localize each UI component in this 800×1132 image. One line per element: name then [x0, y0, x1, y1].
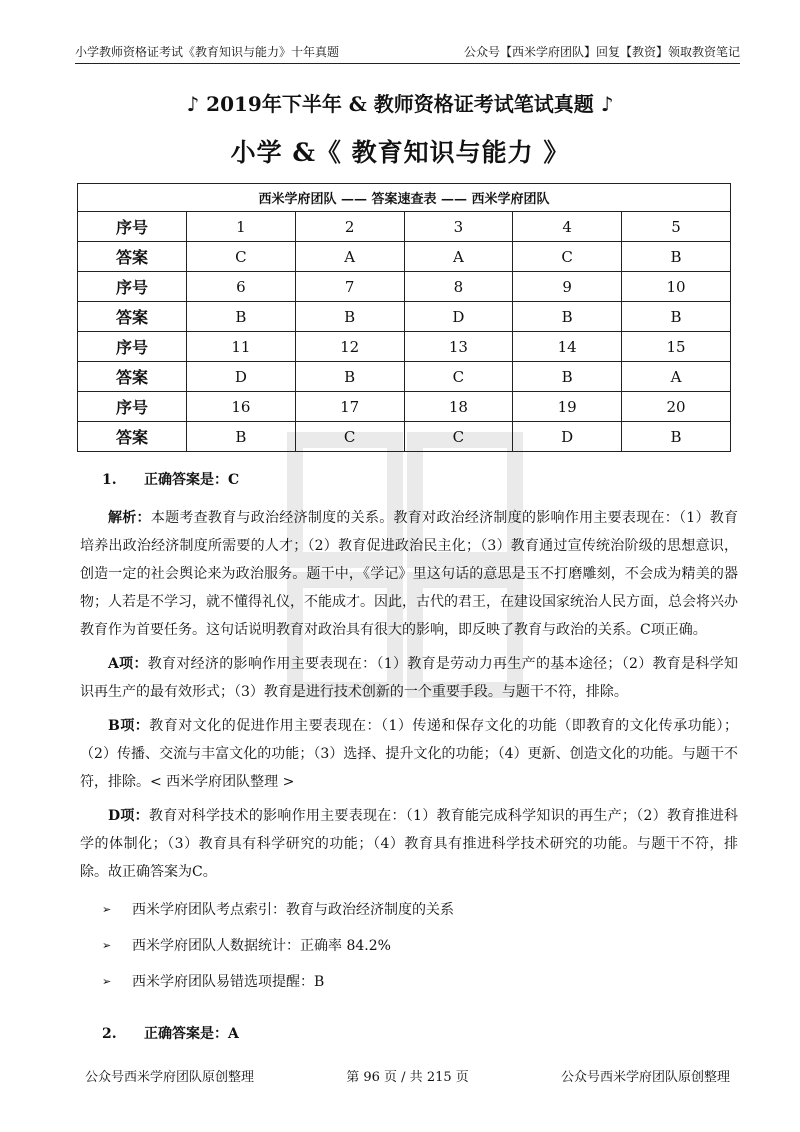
seq-label: 序号: [78, 392, 187, 422]
seq-cell: 5: [622, 212, 731, 242]
answer-label: 答案: [78, 422, 187, 452]
seq-cell: 19: [513, 392, 622, 422]
seq-row: [78, 212, 731, 242]
answer-cell: C: [404, 422, 513, 452]
seq-row: [78, 272, 731, 302]
answer-cell: B: [187, 422, 296, 452]
seq-cell: 15: [622, 332, 731, 362]
arrow-icon: ➢: [102, 903, 112, 916]
seq-cell: 10: [622, 272, 731, 302]
answer-cell: C: [295, 422, 404, 452]
table-caption-row: [78, 184, 731, 212]
question-2-number: 2.: [102, 1026, 117, 1042]
seq-cell: 1: [187, 212, 296, 242]
answer-cell: D: [404, 302, 513, 332]
seq-cell: 14: [513, 332, 622, 362]
option-b-text: 教育对文化的促进作用主要表现在：（1）传递和保存文化的功能（即教育的文化传承功能）；（2）传播、交流与丰富文化的功能；（3）选择、提升文化的功能；（4）更新、创造文化的功能。与题干不符，排除。< 西米学府团队整理 >: [80, 718, 739, 790]
seq-cell: 2: [295, 212, 404, 242]
answer-cell: D: [513, 422, 622, 452]
seq-cell: 16: [187, 392, 296, 422]
page-subtitle: 小学 &《 教育知识与能力 》: [230, 138, 570, 167]
option-d-label: D项：: [108, 808, 149, 824]
page-number: 第 96 页 / 共 215 页: [346, 1070, 469, 1085]
bullet-item: ➢ 西米学府团队易错选项提醒：B: [102, 968, 738, 996]
answer-row: [78, 422, 731, 452]
footer-left: 公众号西米学府团队原创整理: [85, 1070, 255, 1085]
answer-cell: B: [622, 422, 731, 452]
answer-label: 答案: [78, 362, 187, 392]
option-b-label: B项：: [108, 718, 150, 734]
answer-cell: C: [404, 362, 513, 392]
table-caption: 西米学府团队 —— 答案速查表 —— 西米学府团队: [78, 184, 731, 212]
seq-cell: 4: [513, 212, 622, 242]
answer-row: [78, 302, 731, 332]
answer-cell: B: [295, 302, 404, 332]
seq-label: 序号: [78, 332, 187, 362]
seq-cell: 3: [404, 212, 513, 242]
header-right: 公众号【西米学府团队】回复【教资】领取教资笔记: [463, 45, 740, 59]
seq-row: [78, 332, 731, 362]
seq-cell: 7: [295, 272, 404, 302]
arrow-icon: ➢: [102, 939, 112, 952]
option-a-text: 教育对经济的影响作用主要表现在：（1）教育是劳动力再生产的基本途径；（2）教育是科学知识再生产的最有效形式；（3）教育是进行技术创新的一个重要手段。与题干不符，排除。: [80, 656, 738, 700]
header-left: 小学教师资格证考试《教育知识与能力》十年真题: [75, 45, 340, 59]
bullet-item: ➢ 西米学府团队人数据统计：正确率 84.2%: [102, 932, 738, 960]
answer-cell: B: [622, 242, 731, 272]
page-title: ♪ 2019年下半年 & 教师资格证考试笔试真题 ♪: [186, 92, 614, 116]
seq-cell: 8: [404, 272, 513, 302]
question-2-heading: [102, 1020, 738, 1048]
answer-cell: D: [187, 362, 296, 392]
seq-label: 序号: [78, 212, 187, 242]
seq-cell: 12: [295, 332, 404, 362]
answer-cell: B: [513, 362, 622, 392]
analysis-label: 解析：: [108, 510, 151, 526]
arrow-icon: ➢: [102, 975, 112, 988]
answer-cell: A: [295, 242, 404, 272]
seq-cell: 9: [513, 272, 622, 302]
bullet-item: ➢ 西米学府团队考点索引：教育与政治经济制度的关系: [102, 896, 738, 924]
analysis-section: [80, 466, 738, 1058]
answer-table: [77, 183, 731, 452]
option-a-paragraph: [80, 650, 738, 706]
analysis-text: 本题考查教育与政治经济制度的关系。教育对政治经济制度的影响作用主要表现在：（1）教育培养出政治经济制度所需要的人才；（2）教育促进政治民主化；（3）教育通过宣传统治阶级的思想意识，创造一定的社会舆论来为政治服务。题干中，《学记》里这句话的意思是玉不打磨雕刻，不会成为精美的器物；人若是不学习，就不懂得礼仪，不能成才。因此，古代的君王，在建设国家统治人民方面，总会将兴办教育作为首要任务。这句话说明教育对政治具有很大的影响，即反映了教育与政治的关系。C项正确。: [80, 510, 739, 638]
answer-cell: C: [187, 242, 296, 272]
answer-label: 答案: [78, 242, 187, 272]
page-header: [75, 40, 740, 64]
analysis-paragraph: [80, 504, 738, 644]
answer-cell: B: [622, 302, 731, 332]
option-d-text: 教育对科学技术的影响作用主要表现在：（1）教育能完成科学知识的再生产；（2）教育推进科学的体制化；（3）教育具有科学研究的功能；（4）教育具有推进科学技术研究的功能。与题干不符，排除。故正确答案为C。: [80, 808, 739, 880]
answer-cell: A: [622, 362, 731, 392]
option-a-label: A项：: [108, 656, 148, 672]
option-b-paragraph: [80, 712, 738, 796]
seq-cell: 20: [622, 392, 731, 422]
seq-row: [78, 392, 731, 422]
answer-cell: B: [513, 302, 622, 332]
answer-cell: B: [187, 302, 296, 332]
answer-cell: B: [295, 362, 404, 392]
footer-right: 公众号西米学府团队原创整理: [560, 1070, 730, 1085]
page-footer: [85, 1066, 730, 1085]
answer-cell: C: [513, 242, 622, 272]
seq-cell: 6: [187, 272, 296, 302]
question-1-answer: 正确答案是：C: [144, 472, 240, 488]
seq-cell: 11: [187, 332, 296, 362]
question-2-answer: 正确答案是：A: [144, 1026, 239, 1042]
answer-label: 答案: [78, 302, 187, 332]
answer-row: [78, 242, 731, 272]
answer-row: [78, 362, 731, 392]
seq-cell: 18: [404, 392, 513, 422]
answer-cell: A: [404, 242, 513, 272]
option-d-paragraph: [80, 802, 738, 886]
seq-cell: 17: [295, 392, 404, 422]
question-1-heading: [102, 466, 738, 494]
seq-cell: 13: [404, 332, 513, 362]
question-1-number: 1.: [102, 472, 117, 488]
seq-label: 序号: [78, 272, 187, 302]
